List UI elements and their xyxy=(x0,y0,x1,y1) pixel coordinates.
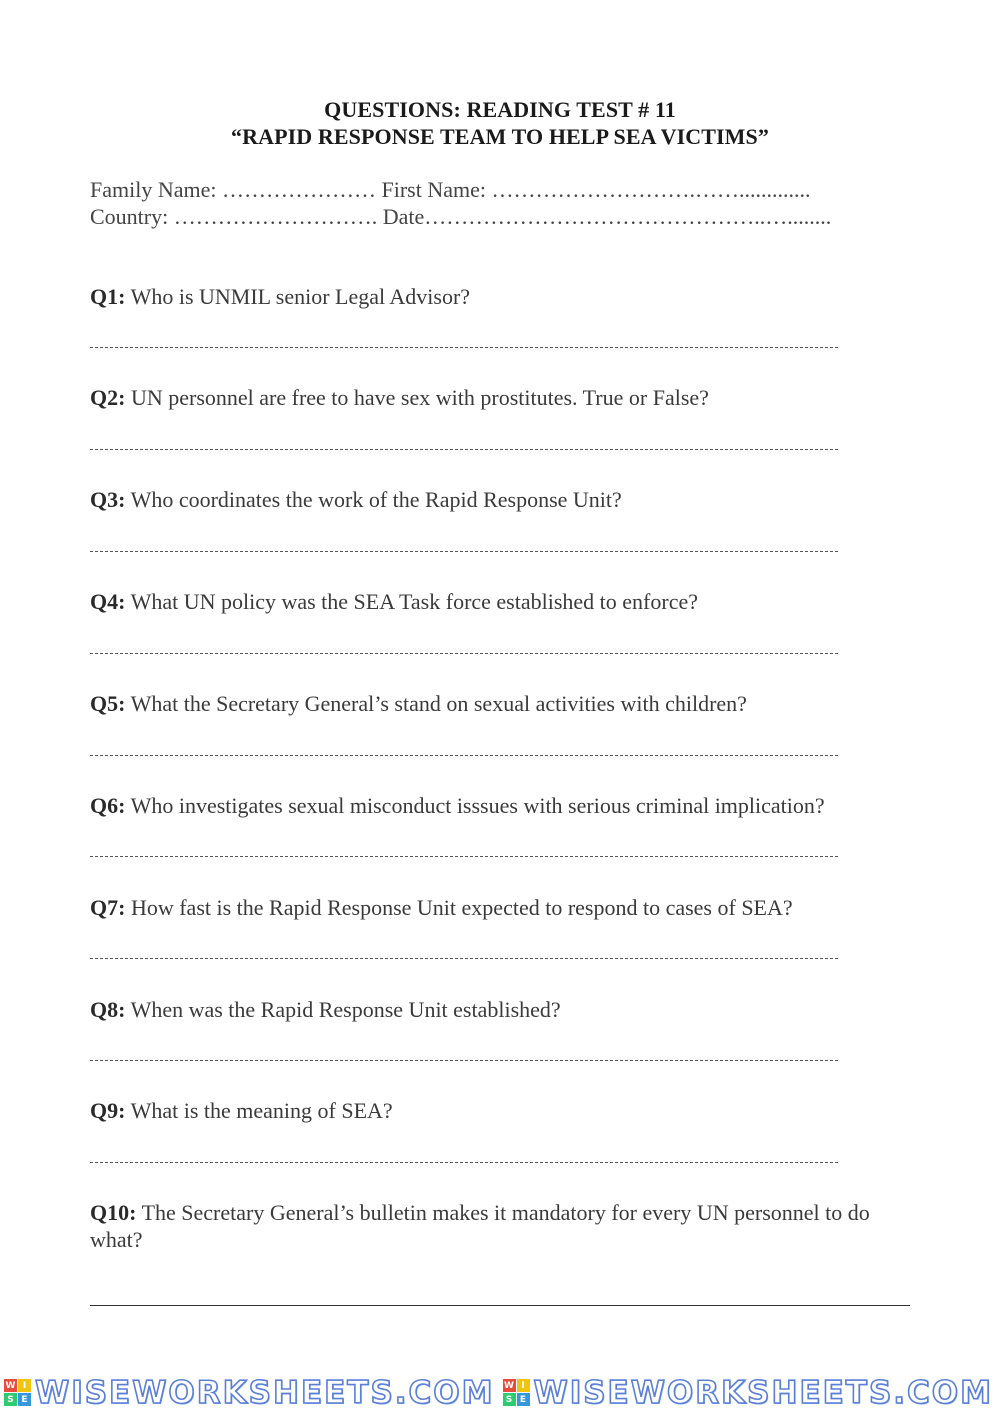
question-label: Q4: xyxy=(90,589,126,614)
logo-cell: S xyxy=(4,1393,17,1406)
question-text: How fast is the Rapid Response Unit expected to respond to cases of SEA? xyxy=(130,895,793,920)
question-8 xyxy=(90,996,910,1023)
answer-line-3[interactable] xyxy=(90,551,838,552)
logo-cell: I xyxy=(18,1379,31,1392)
answer-line-5[interactable] xyxy=(90,755,838,756)
title-line-2: “RAPID RESPONSE TEAM TO HELP SEA VICTIMS” xyxy=(231,124,769,149)
question-label: Q10: xyxy=(90,1200,137,1225)
logo-cell: E xyxy=(517,1393,530,1406)
question-text: What the Secretary General’s stand on sexual activities with children? xyxy=(130,691,747,716)
answer-line-7[interactable] xyxy=(90,958,838,959)
question-text: Who investigates sexual misconduct isssues with serious criminal implication? xyxy=(130,793,825,818)
question-6 xyxy=(90,792,910,819)
question-1 xyxy=(90,283,910,310)
brand-logo-icon xyxy=(4,1379,31,1406)
logo-cell: S xyxy=(503,1393,516,1406)
answer-line-2[interactable] xyxy=(90,449,838,450)
logo-cell: E xyxy=(18,1393,31,1406)
answer-line-10[interactable] xyxy=(90,1305,910,1306)
question-label: Q8: xyxy=(90,997,126,1022)
brand-logo-icon xyxy=(503,1379,530,1406)
question-2 xyxy=(90,384,910,411)
family-first-name-line: Family Name: ………………… First Name: ……………………….……............. xyxy=(90,177,811,202)
question-4 xyxy=(90,588,910,615)
question-label: Q6: xyxy=(90,793,126,818)
answer-line-6[interactable] xyxy=(90,856,838,857)
question-7 xyxy=(90,894,910,921)
brand xyxy=(4,1375,495,1411)
question-text: The Secretary General’s bulletin makes it mandatory for every UN personnel to do what? xyxy=(90,1200,870,1252)
answer-line-1[interactable] xyxy=(90,347,838,348)
question-text: Who is UNMIL senior Legal Advisor? xyxy=(130,284,471,309)
logo-cell: W xyxy=(504,1380,514,1391)
title-line-1: QUESTIONS: READING TEST # 11 xyxy=(324,97,676,122)
answer-line-9[interactable] xyxy=(90,1162,838,1163)
question-9 xyxy=(90,1097,910,1124)
question-label: Q7: xyxy=(90,895,126,920)
question-label: Q1: xyxy=(90,284,126,309)
question-text: When was the Rapid Response Unit established? xyxy=(130,997,561,1022)
brand-text: WISEWORKSHEETS.COM xyxy=(35,1374,495,1411)
logo-cell: I xyxy=(517,1379,530,1392)
question-10 xyxy=(90,1199,910,1253)
question-3 xyxy=(90,486,910,513)
country-date-line: Country: ………………………. Date………………………………………..…........ xyxy=(90,204,832,229)
question-text: What UN policy was the SEA Task force established to enforce? xyxy=(130,589,698,614)
question-text: Who coordinates the work of the Rapid Response Unit? xyxy=(130,487,622,512)
question-label: Q9: xyxy=(90,1098,126,1123)
question-text: What is the meaning of SEA? xyxy=(130,1098,393,1123)
brand xyxy=(503,1375,994,1411)
answer-line-8[interactable] xyxy=(90,1060,838,1061)
brand-text: WISEWORKSHEETS.COM xyxy=(533,1374,993,1411)
question-5 xyxy=(90,690,910,717)
question-label: Q5: xyxy=(90,691,126,716)
logo-cell: W xyxy=(5,1380,16,1391)
question-label: Q2: xyxy=(90,385,126,410)
question-label: Q3: xyxy=(90,487,126,512)
answer-line-4[interactable] xyxy=(90,653,838,654)
footer-branding xyxy=(0,1372,1000,1413)
question-text: UN personnel are free to have sex with prostitutes. True or False? xyxy=(130,385,709,410)
